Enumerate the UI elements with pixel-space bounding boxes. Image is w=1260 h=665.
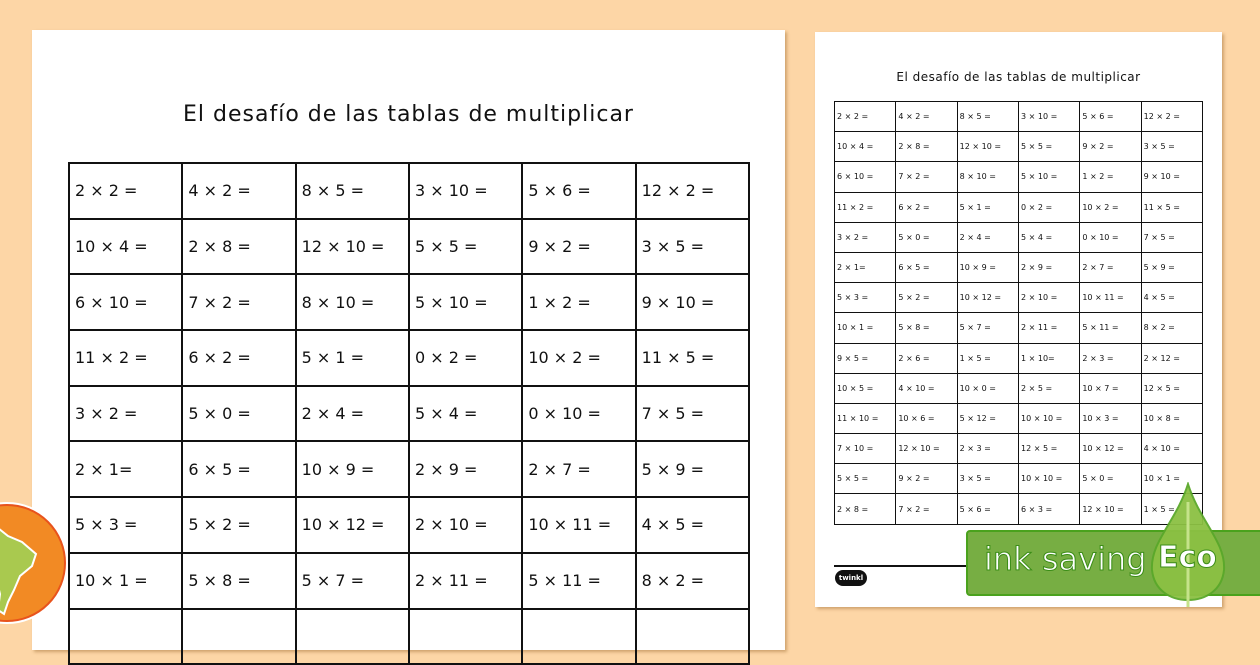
problem-cell: 2 × 7 = bbox=[1080, 252, 1141, 282]
problem-cell: 10 × 10 = bbox=[1018, 403, 1079, 433]
problem-cell: 6 × 5 = bbox=[896, 252, 957, 282]
table-row bbox=[835, 222, 1203, 252]
problem-cell: 7 × 2 = bbox=[182, 274, 295, 330]
problem-cell: 10 × 8 = bbox=[1141, 403, 1202, 433]
problem-cell: 10 × 9 = bbox=[296, 441, 409, 497]
problem-cell: 7 × 2 = bbox=[896, 494, 957, 524]
problem-cell: 9 × 2 = bbox=[896, 464, 957, 494]
table-row bbox=[835, 373, 1203, 403]
problem-cell: 2 × 3 = bbox=[1080, 343, 1141, 373]
problem-cell: 5 × 7 = bbox=[296, 553, 409, 609]
problem-cell: 5 × 6 = bbox=[1080, 102, 1141, 132]
problem-cell: 5 × 11 = bbox=[522, 553, 635, 609]
problem-cell: 12 × 5 = bbox=[1018, 434, 1079, 464]
problem-cell: 2 × 4 = bbox=[296, 386, 409, 442]
problem-cell: 8 × 10 = bbox=[957, 162, 1018, 192]
problem-cell: 6 × 10 = bbox=[835, 162, 896, 192]
problem-cell: 5 × 2 = bbox=[182, 497, 295, 553]
problem-cell: 2 × 8 = bbox=[182, 219, 295, 275]
problem-cell: 2 × 12 = bbox=[1141, 343, 1202, 373]
problems-table-large bbox=[68, 162, 750, 665]
problem-cell: 2 × 8 = bbox=[835, 494, 896, 524]
problem-cell: 2 × 8 = bbox=[896, 132, 957, 162]
problem-cell bbox=[69, 609, 182, 665]
problem-cell: 2 × 5 = bbox=[1018, 373, 1079, 403]
problem-cell: 11 × 5 = bbox=[636, 330, 749, 386]
problem-cell: 6 × 10 = bbox=[69, 274, 182, 330]
eco-label: Eco bbox=[1158, 540, 1217, 575]
problem-cell: 10 × 7 = bbox=[1080, 373, 1141, 403]
problem-cell: 7 × 5 = bbox=[636, 386, 749, 442]
table-row bbox=[835, 283, 1203, 313]
problem-cell: 2 × 4 = bbox=[957, 222, 1018, 252]
problem-cell bbox=[636, 609, 749, 665]
problem-cell: 9 × 10 = bbox=[1141, 162, 1202, 192]
problem-cell: 10 × 12 = bbox=[957, 283, 1018, 313]
problem-cell: 8 × 2 = bbox=[1141, 313, 1202, 343]
worksheet-preview-large bbox=[32, 30, 785, 650]
problem-cell: 2 × 11 = bbox=[409, 553, 522, 609]
problem-cell: 5 × 0 = bbox=[1080, 464, 1141, 494]
problem-cell: 8 × 2 = bbox=[636, 553, 749, 609]
problem-cell: 2 × 7 = bbox=[522, 441, 635, 497]
problem-cell: 5 × 9 = bbox=[1141, 252, 1202, 282]
problem-cell: 5 × 10 = bbox=[409, 274, 522, 330]
problem-cell: 7 × 5 = bbox=[1141, 222, 1202, 252]
problem-cell: 2 × 6 = bbox=[896, 343, 957, 373]
problem-cell bbox=[409, 609, 522, 665]
problem-cell: 3 × 5 = bbox=[636, 219, 749, 275]
table-row bbox=[69, 274, 749, 330]
problem-cell: 1 × 5 = bbox=[957, 343, 1018, 373]
worksheet-title: El desafío de las tablas de multiplicar bbox=[183, 102, 634, 127]
problem-cell: 7 × 10 = bbox=[835, 434, 896, 464]
problem-cell: 2 × 1= bbox=[69, 441, 182, 497]
problem-cell: 5 × 0 = bbox=[896, 222, 957, 252]
problem-cell: 4 × 5 = bbox=[636, 497, 749, 553]
problem-cell: 5 × 4 = bbox=[1018, 222, 1079, 252]
problem-cell: 6 × 2 = bbox=[182, 330, 295, 386]
table-row bbox=[835, 403, 1203, 433]
problem-cell: 10 × 4 = bbox=[835, 132, 896, 162]
table-row bbox=[835, 434, 1203, 464]
problem-cell: 4 × 10 = bbox=[896, 373, 957, 403]
problem-cell: 5 × 3 = bbox=[835, 283, 896, 313]
problem-cell: 2 × 10 = bbox=[1018, 283, 1079, 313]
problem-cell: 2 × 10 = bbox=[409, 497, 522, 553]
table-row bbox=[835, 343, 1203, 373]
problem-cell: 10 × 2 = bbox=[1080, 192, 1141, 222]
footer-line bbox=[834, 565, 966, 567]
problem-cell: 2 × 9 = bbox=[1018, 252, 1079, 282]
table-row bbox=[835, 313, 1203, 343]
problem-cell bbox=[182, 609, 295, 665]
table-row bbox=[835, 102, 1203, 132]
problem-cell: 10 × 12 = bbox=[296, 497, 409, 553]
problem-cell: 12 × 2 = bbox=[1141, 102, 1202, 132]
problem-cell: 5 × 8 = bbox=[896, 313, 957, 343]
problem-cell: 9 × 5 = bbox=[835, 343, 896, 373]
problem-cell: 5 × 1 = bbox=[957, 192, 1018, 222]
worksheet-title-small: El desafío de las tablas de multiplicar bbox=[896, 70, 1141, 84]
table-row bbox=[835, 252, 1203, 282]
problem-cell: 5 × 6 = bbox=[957, 494, 1018, 524]
table-row bbox=[69, 553, 749, 609]
problem-cell: 12 × 10 = bbox=[957, 132, 1018, 162]
problem-cell: 3 × 2 = bbox=[835, 222, 896, 252]
problem-cell: 5 × 9 = bbox=[636, 441, 749, 497]
problem-cell: 3 × 5 = bbox=[1141, 132, 1202, 162]
problem-cell: 0 × 10 = bbox=[1080, 222, 1141, 252]
problem-cell: 3 × 5 = bbox=[957, 464, 1018, 494]
table-row bbox=[69, 441, 749, 497]
problem-cell: 10 × 12 = bbox=[1080, 434, 1141, 464]
problem-cell: 3 × 2 = bbox=[69, 386, 182, 442]
problem-cell: 0 × 2 = bbox=[1018, 192, 1079, 222]
table-row bbox=[69, 497, 749, 553]
problem-cell: 8 × 5 = bbox=[957, 102, 1018, 132]
problem-cell: 7 × 2 = bbox=[896, 162, 957, 192]
twinkl-logo: twinkl bbox=[835, 570, 867, 586]
problem-cell: 10 × 2 = bbox=[522, 330, 635, 386]
problem-cell: 1 × 2 = bbox=[522, 274, 635, 330]
problem-cell: 4 × 5 = bbox=[1141, 283, 1202, 313]
problem-cell: 11 × 2 = bbox=[69, 330, 182, 386]
table-row bbox=[69, 163, 749, 219]
problem-cell: 12 × 10 = bbox=[1080, 494, 1141, 524]
problem-cell: 5 × 7 = bbox=[957, 313, 1018, 343]
problem-cell: 5 × 1 = bbox=[296, 330, 409, 386]
problem-cell: 9 × 2 = bbox=[522, 219, 635, 275]
problem-cell: 5 × 2 = bbox=[896, 283, 957, 313]
problem-cell: 5 × 5 = bbox=[835, 464, 896, 494]
problem-cell: 12 × 2 = bbox=[636, 163, 749, 219]
problem-cell: 5 × 4 = bbox=[409, 386, 522, 442]
problem-cell: 3 × 10 = bbox=[1018, 102, 1079, 132]
problem-cell: 6 × 3 = bbox=[1018, 494, 1079, 524]
problem-cell: 10 × 1 = bbox=[835, 313, 896, 343]
problem-cell: 10 × 11 = bbox=[522, 497, 635, 553]
problem-cell: 10 × 3 = bbox=[1080, 403, 1141, 433]
problem-cell: 2 × 3 = bbox=[957, 434, 1018, 464]
problem-cell: 9 × 2 = bbox=[1080, 132, 1141, 162]
problem-cell bbox=[296, 609, 409, 665]
problem-cell: 2 × 1= bbox=[835, 252, 896, 282]
problem-cell: 0 × 10 = bbox=[522, 386, 635, 442]
problem-cell: 4 × 10 = bbox=[1141, 434, 1202, 464]
problem-cell: 9 × 10 = bbox=[636, 274, 749, 330]
problem-cell: 10 × 5 = bbox=[835, 373, 896, 403]
problem-cell: 10 × 11 = bbox=[1080, 283, 1141, 313]
problem-cell: 10 × 10 = bbox=[1018, 464, 1079, 494]
problem-cell: 5 × 0 = bbox=[182, 386, 295, 442]
problem-cell: 12 × 10 = bbox=[296, 219, 409, 275]
problem-cell: 5 × 5 = bbox=[1018, 132, 1079, 162]
problem-cell: 11 × 10 = bbox=[835, 403, 896, 433]
problem-cell: 5 × 8 = bbox=[182, 553, 295, 609]
table-row bbox=[69, 330, 749, 386]
ink-saving-label: ink saving bbox=[984, 540, 1147, 578]
table-row bbox=[835, 162, 1203, 192]
problem-cell: 6 × 2 = bbox=[896, 192, 957, 222]
problem-cell: 4 × 2 = bbox=[182, 163, 295, 219]
problem-cell: 5 × 5 = bbox=[409, 219, 522, 275]
table-row bbox=[835, 132, 1203, 162]
problem-cell: 5 × 12 = bbox=[957, 403, 1018, 433]
problem-cell bbox=[522, 609, 635, 665]
problem-cell: 6 × 5 = bbox=[182, 441, 295, 497]
problem-cell: 5 × 3 = bbox=[69, 497, 182, 553]
problem-cell: 11 × 2 = bbox=[835, 192, 896, 222]
problem-cell: 2 × 9 = bbox=[409, 441, 522, 497]
problem-cell: 2 × 11 = bbox=[1018, 313, 1079, 343]
table-row bbox=[69, 219, 749, 275]
problem-cell: 12 × 5 = bbox=[1141, 373, 1202, 403]
problem-cell: 10 × 1 = bbox=[69, 553, 182, 609]
problem-cell: 5 × 10 = bbox=[1018, 162, 1079, 192]
problem-cell: 5 × 11 = bbox=[1080, 313, 1141, 343]
problem-cell: 8 × 10 = bbox=[296, 274, 409, 330]
problem-cell: 2 × 2 = bbox=[835, 102, 896, 132]
table-row bbox=[835, 192, 1203, 222]
problem-cell: 10 × 4 = bbox=[69, 219, 182, 275]
problem-cell: 2 × 2 = bbox=[69, 163, 182, 219]
problem-cell: 4 × 2 = bbox=[896, 102, 957, 132]
problems-table-full bbox=[834, 101, 1203, 525]
problem-cell: 5 × 6 = bbox=[522, 163, 635, 219]
problem-cell: 10 × 0 = bbox=[957, 373, 1018, 403]
problem-cell: 8 × 5 = bbox=[296, 163, 409, 219]
problem-cell: 10 × 6 = bbox=[896, 403, 957, 433]
problem-cell: 10 × 9 = bbox=[957, 252, 1018, 282]
table-row bbox=[69, 609, 749, 665]
problem-cell: 0 × 2 = bbox=[409, 330, 522, 386]
problem-cell: 11 × 5 = bbox=[1141, 192, 1202, 222]
problem-cell: 12 × 10 = bbox=[896, 434, 957, 464]
problem-cell: 10 × 1 = bbox=[1141, 464, 1202, 494]
problem-cell: 3 × 10 = bbox=[409, 163, 522, 219]
problem-cell: 1 × 5 = bbox=[1141, 494, 1202, 524]
problem-cell: 1 × 2 = bbox=[1080, 162, 1141, 192]
table-row bbox=[69, 386, 749, 442]
problem-cell: 1 × 10= bbox=[1018, 343, 1079, 373]
